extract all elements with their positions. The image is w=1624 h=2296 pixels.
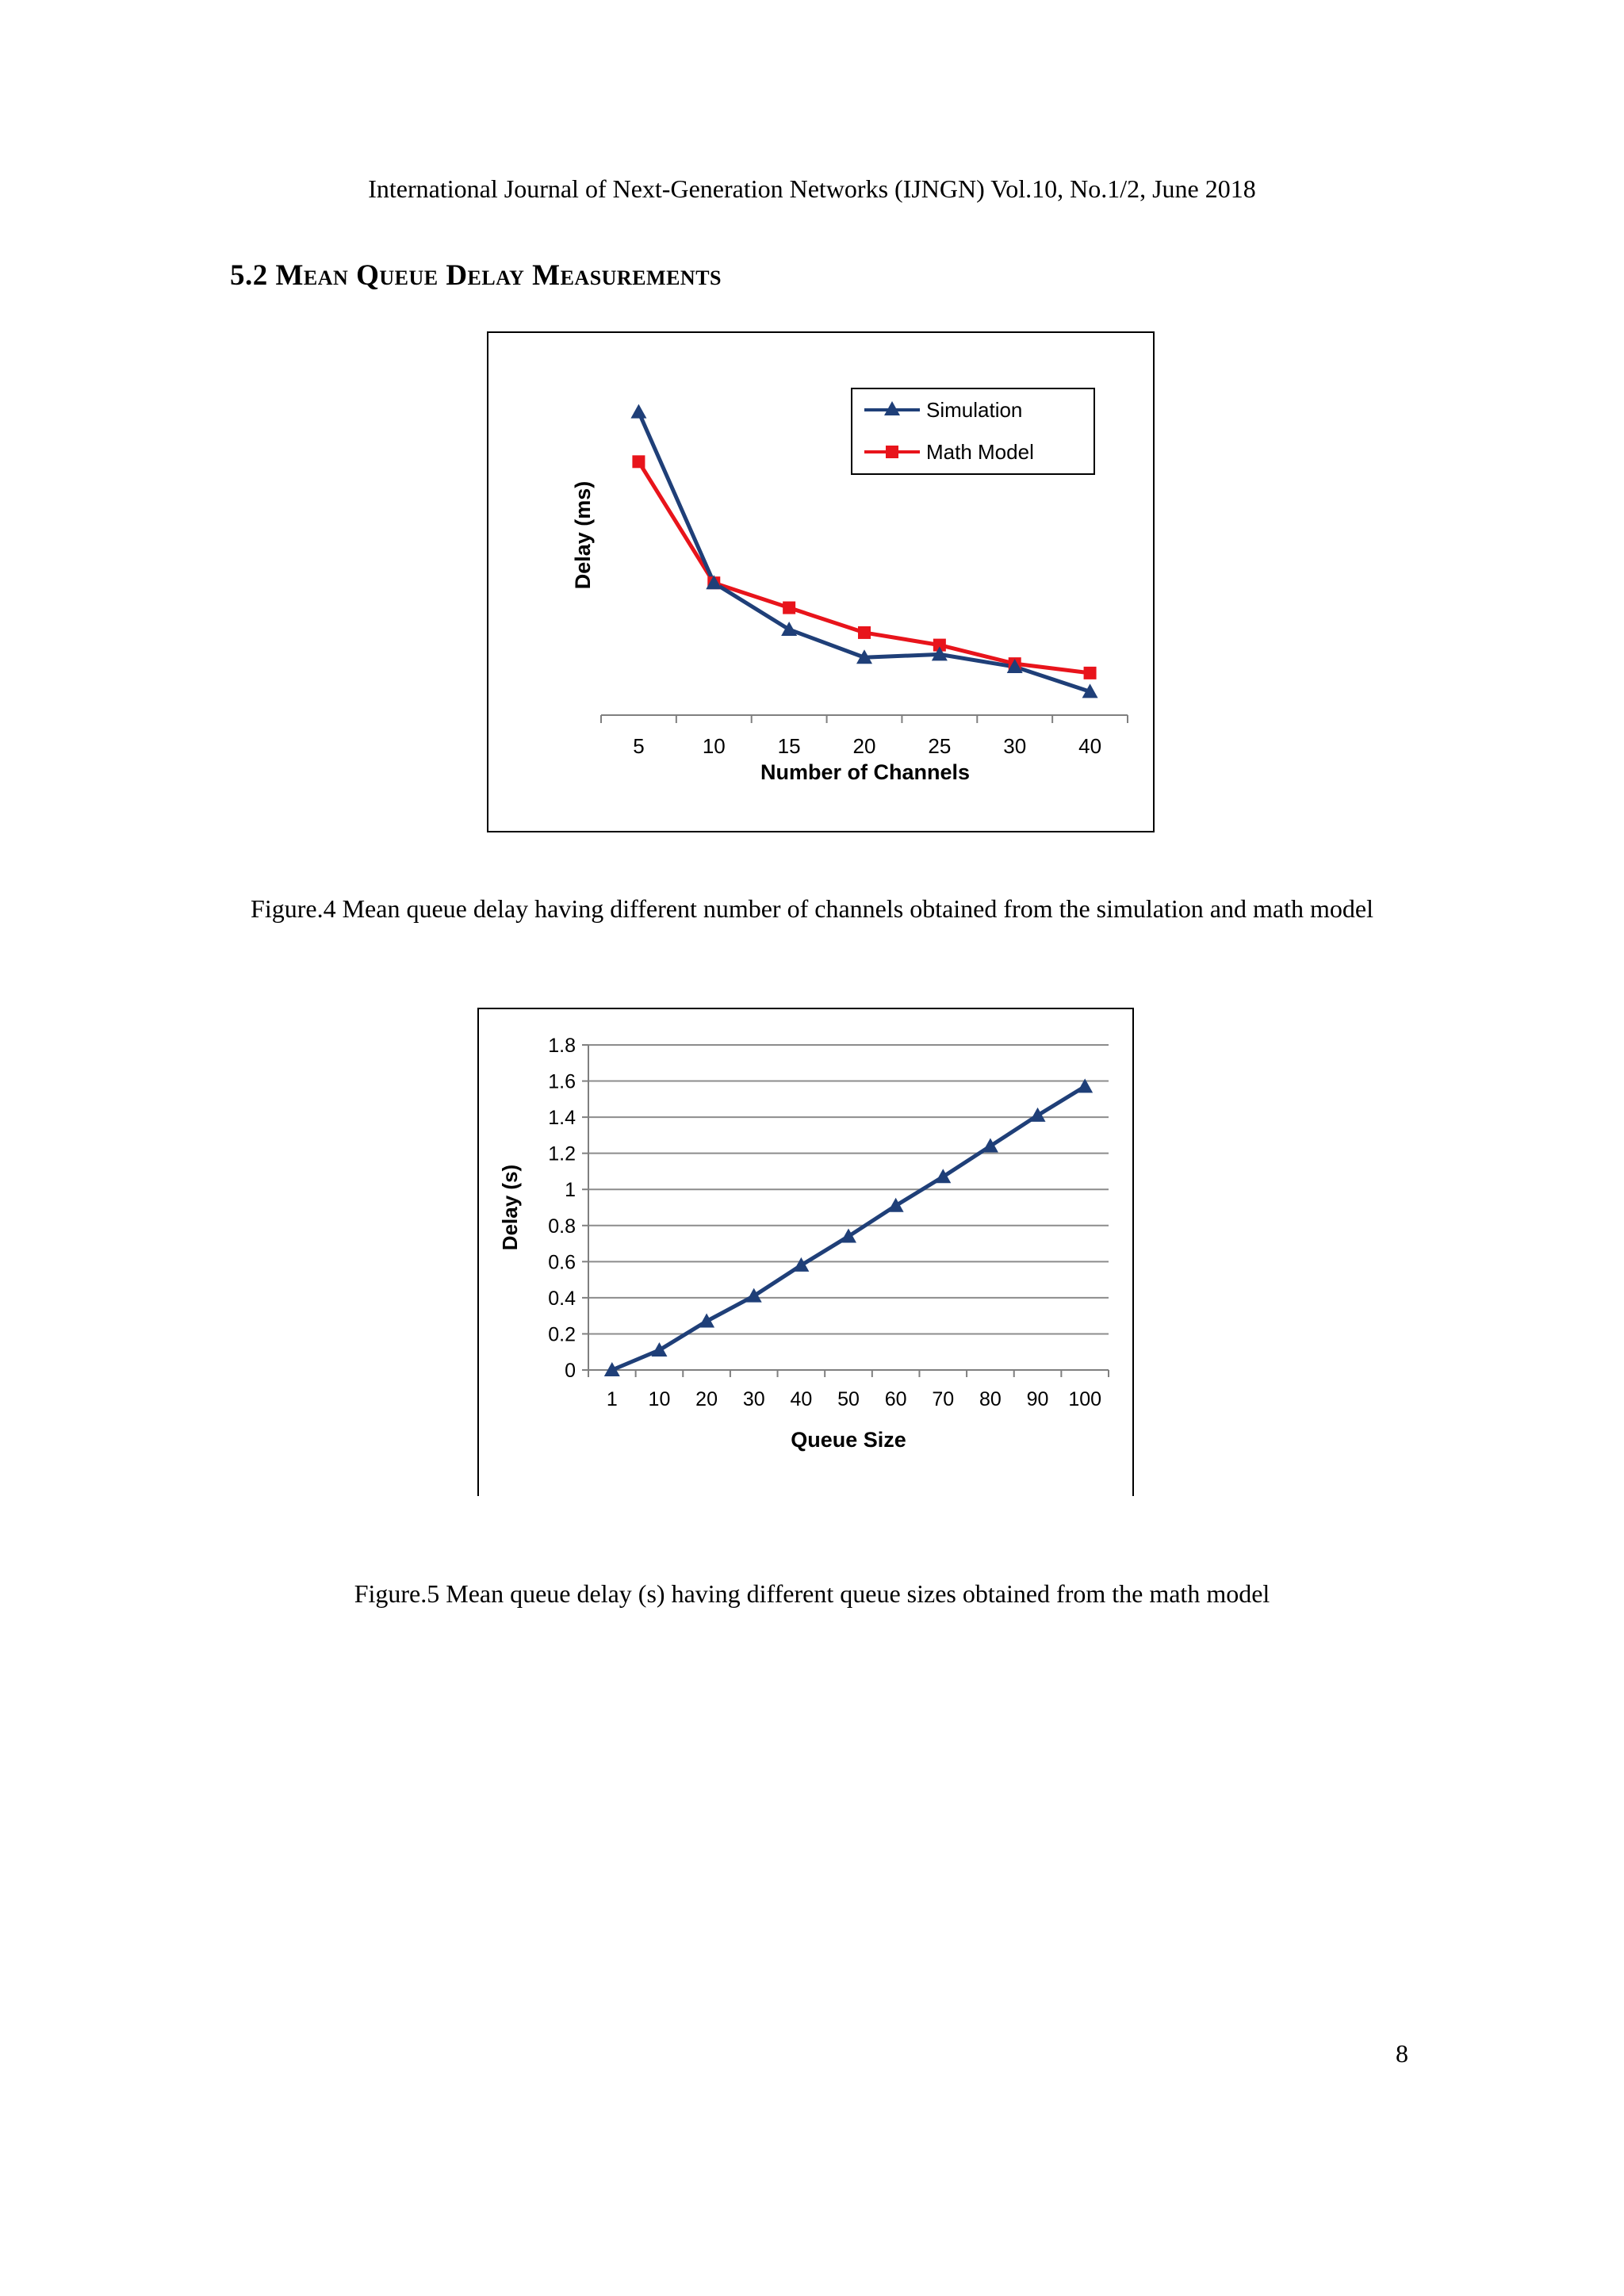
x-tick-label: 100 (1068, 1388, 1102, 1410)
legend-simulation-label: Simulation (926, 398, 1023, 422)
x-tick-label: 15 (777, 734, 801, 758)
y-tick-label: 1.2 (548, 1142, 576, 1165)
y-tick-label: 0.6 (548, 1251, 576, 1274)
section-title: 5.2 Mean Queue Delay Measurements (230, 259, 722, 292)
y-tick-label: 0.8 (548, 1215, 576, 1238)
figure-4-y-axis-label: Delay (ms) (571, 480, 595, 590)
data-point (793, 1257, 809, 1272)
legend-math-model-label: Math Model (926, 440, 1034, 464)
y-tick-label: 1.4 (548, 1107, 576, 1130)
figure-5-x-axis-label: Queue Size (791, 1428, 906, 1452)
figure-5 (477, 1008, 1134, 1496)
data-point-math-model (632, 455, 645, 468)
figure-4 (487, 331, 1155, 832)
series-line (612, 1086, 1085, 1370)
figure-4-legend (852, 388, 1094, 474)
x-tick-label: 70 (932, 1388, 955, 1410)
y-tick-label: 0 (565, 1360, 576, 1382)
data-point-simulation (781, 622, 797, 636)
x-tick-label: 80 (979, 1388, 1002, 1410)
figure-5-caption: Figure.5 Mean queue delay (s) having different queue sizes obtained from the math model (354, 1579, 1270, 1608)
figure-4-caption: Figure.4 Mean queue delay having different number of channels obtained from the simulation and math model (251, 894, 1373, 923)
figure-4-chart (488, 333, 1153, 831)
running-header: International Journal of Next-Generation Networks (IJNGN) Vol.10, No.1/2, June 2018 (368, 174, 1256, 203)
figure-5-chart (479, 1009, 1132, 1496)
data-point-simulation (630, 404, 646, 419)
x-tick-label: 10 (702, 734, 726, 758)
y-tick-label: 0.4 (548, 1287, 576, 1310)
data-point-math-model (783, 602, 795, 614)
y-tick-label: 0.2 (548, 1323, 576, 1346)
x-tick-label: 5 (633, 734, 645, 758)
figure-5-y-axis-label: Delay (s) (498, 1164, 522, 1251)
x-tick-label: 50 (837, 1388, 860, 1410)
x-tick-label: 20 (852, 734, 876, 758)
data-point (888, 1198, 904, 1212)
legend-math-model-marker (886, 446, 898, 458)
y-tick-label: 1.6 (548, 1070, 576, 1093)
x-tick-label: 30 (742, 1388, 765, 1410)
x-tick-label: 40 (790, 1388, 813, 1410)
x-tick-label: 20 (695, 1388, 718, 1410)
x-tick-label: 10 (648, 1388, 671, 1410)
data-point (651, 1342, 667, 1357)
page-number: 8 (1396, 2039, 1408, 2068)
data-point-math-model (858, 626, 871, 639)
x-tick-label: 25 (928, 734, 952, 758)
y-tick-label: 1 (565, 1179, 576, 1202)
figure-4-x-axis-label: Number of Channels (760, 760, 971, 784)
y-tick-label: 1.8 (548, 1035, 576, 1057)
data-point (1030, 1108, 1046, 1122)
x-tick-label: 60 (884, 1388, 907, 1410)
x-tick-label: 1 (606, 1388, 618, 1410)
data-point-math-model (1084, 667, 1097, 679)
x-tick-label: 90 (1026, 1388, 1049, 1410)
x-tick-label: 40 (1078, 734, 1102, 758)
x-tick-label: 30 (1003, 734, 1027, 758)
